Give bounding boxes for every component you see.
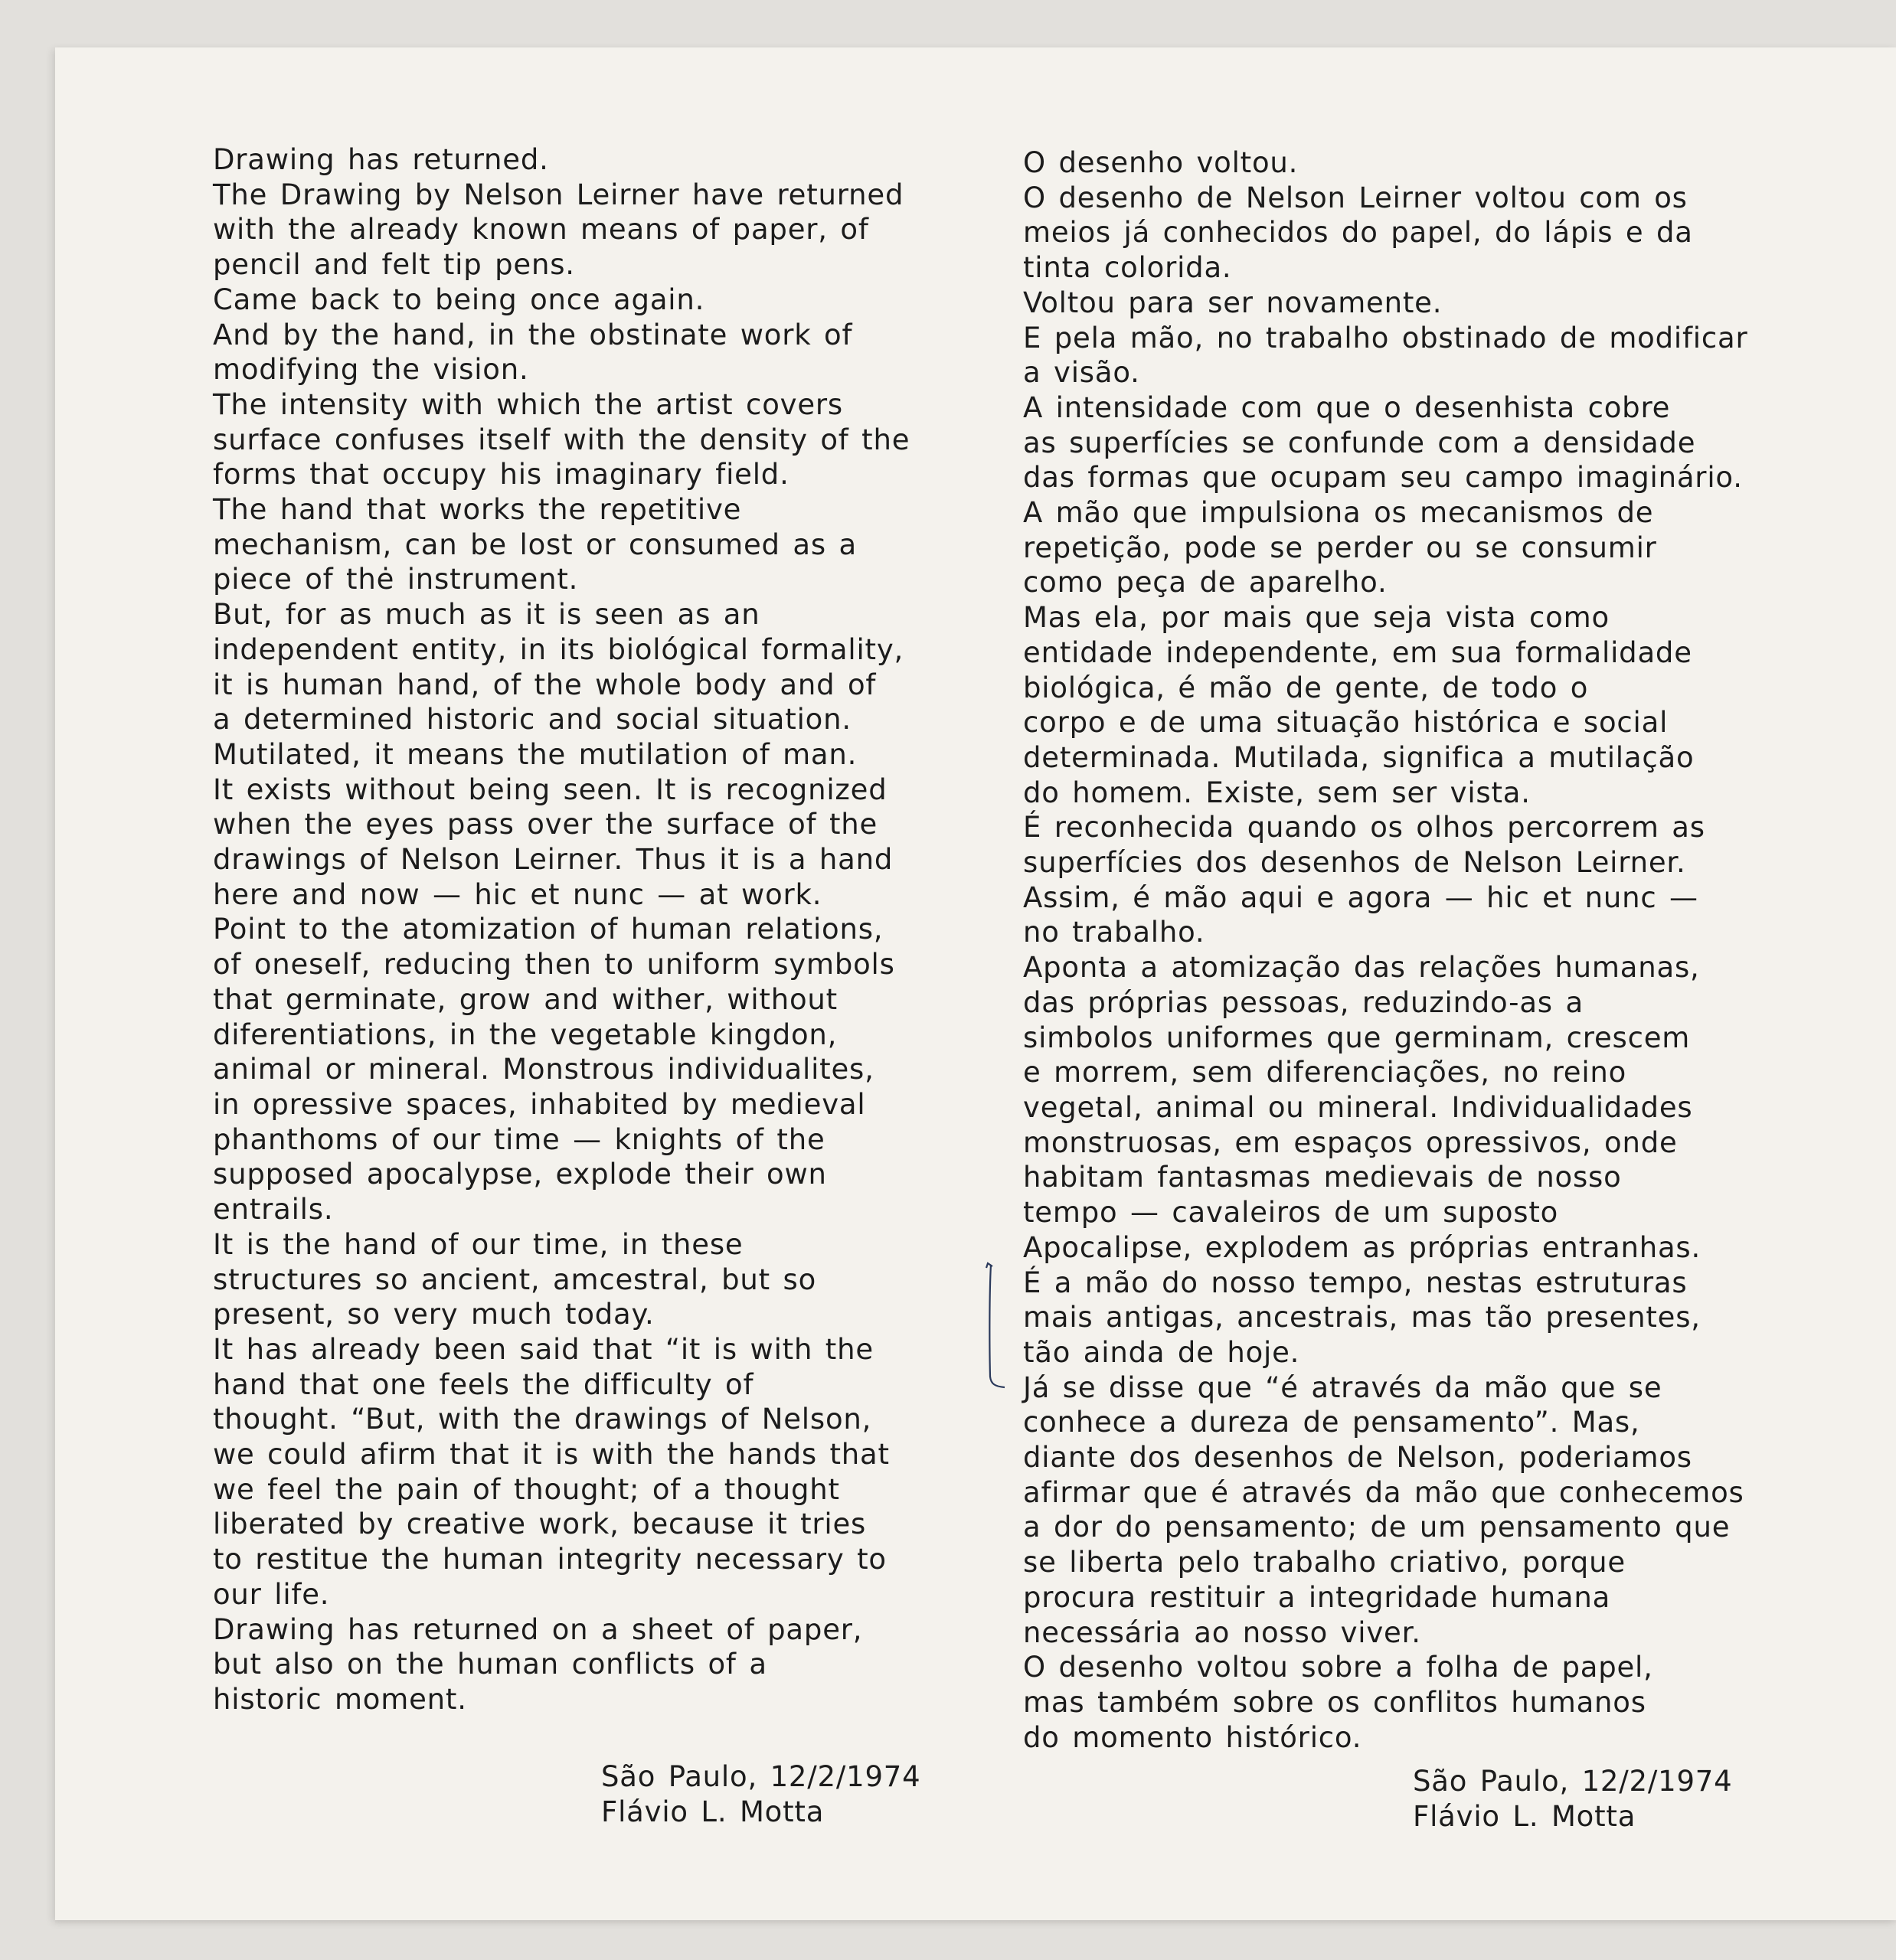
text-line: diante dos desenhos de Nelson, poderiamos bbox=[1023, 1441, 1692, 1475]
text-line: The intensity with which the artist covers bbox=[213, 387, 843, 421]
signature-place-date: São Paulo, 12/2/1974 bbox=[601, 1760, 921, 1793]
text-line: forms that occupy his imaginary field. bbox=[213, 458, 789, 492]
text-line: phanthoms of our time — knights of the bbox=[213, 1122, 825, 1156]
signature-author: Flávio L. Motta bbox=[601, 1795, 825, 1828]
text-line: necessária ao nosso viver. bbox=[1023, 1615, 1421, 1649]
signature-place-date: São Paulo, 12/2/1974 bbox=[1413, 1765, 1733, 1798]
text-line: of oneself, reducing then to uniform symbols bbox=[213, 948, 895, 982]
text-line: do momento histórico. bbox=[1023, 1720, 1362, 1754]
portuguese-signature bbox=[1413, 1764, 1733, 1834]
text-line: Aponta a atomização das relações humanas, bbox=[1023, 951, 1700, 985]
english-text-column bbox=[213, 142, 979, 1717]
text-line: afirmar que é através da mão que conhecemos bbox=[1023, 1475, 1744, 1509]
text-line: it is human hand, of the whole body and of bbox=[213, 668, 877, 701]
text-line: É reconhecida quando os olhos percorrem as bbox=[1023, 811, 1705, 844]
text-line: in opressive spaces, inhabited by medieval bbox=[213, 1087, 866, 1121]
text-line: we feel the pain of thought; of a thought bbox=[213, 1472, 840, 1506]
text-line: como peça de aparelho. bbox=[1023, 566, 1388, 599]
text-line: no trabalho. bbox=[1023, 916, 1205, 949]
text-line: present, so very much today. bbox=[213, 1298, 655, 1331]
handwritten-bracket-mark bbox=[985, 1262, 1015, 1392]
text-line: monstruosas, em espaços opressivos, onde bbox=[1023, 1125, 1678, 1159]
text-line: do homem. Existe, sem ser vista. bbox=[1023, 776, 1531, 809]
text-line: superfícies dos desenhos de Nelson Leirner. bbox=[1023, 846, 1686, 880]
text-line: Came back to being once again. bbox=[213, 283, 705, 316]
text-line: habitam fantasmas medievais de nosso bbox=[1023, 1161, 1622, 1194]
text-line: das formas que ocupam seu campo imaginário. bbox=[1023, 461, 1743, 495]
text-line: mas também sobre os conflitos humanos bbox=[1023, 1685, 1646, 1719]
text-line: simbolos uniformes que germinam, crescem bbox=[1023, 1021, 1691, 1054]
text-line: procura restituir a integridade humana bbox=[1023, 1580, 1611, 1614]
text-line: pencil and felt tip pens. bbox=[213, 248, 575, 282]
text-line: Drawing has returned on a sheet of paper, bbox=[213, 1612, 863, 1646]
text-line: as superfícies se confunde com a densidade bbox=[1023, 426, 1696, 459]
text-line: The Drawing by Nelson Leirner have returned bbox=[213, 178, 904, 211]
text-line: Drawing has returned. bbox=[213, 143, 549, 176]
text-line: surface confuses itself with the density of the bbox=[213, 423, 910, 456]
text-line: corpo e de uma situação histórica e social bbox=[1023, 706, 1669, 740]
text-line: It exists without being seen. It is recognized bbox=[213, 773, 888, 806]
text-line: vegetal, animal ou mineral. Individualidades bbox=[1023, 1090, 1693, 1124]
text-line: thought. “But, with the drawings of Nelson, bbox=[213, 1403, 872, 1436]
text-line: with the already known means of paper, of bbox=[213, 213, 869, 247]
english-signature bbox=[601, 1759, 921, 1830]
text-line: to restitue the human integrity necessary to bbox=[213, 1543, 887, 1576]
text-line: A mão que impulsiona os mecanismos de bbox=[1023, 496, 1654, 530]
text-line: A intensidade com que o desenhista cobre bbox=[1023, 390, 1671, 424]
text-line: O desenho voltou sobre a folha de papel, bbox=[1023, 1651, 1653, 1684]
text-line: But, for as much as it is seen as an bbox=[213, 598, 760, 632]
text-line: piece of thė instrument. bbox=[213, 563, 579, 596]
text-line: And by the hand, in the obstinate work of bbox=[213, 318, 853, 351]
text-line: mais antigas, ancestrais, mas tão presentes, bbox=[1023, 1301, 1701, 1334]
text-line: tempo — cavaleiros de um suposto bbox=[1023, 1196, 1559, 1230]
text-line: tão ainda de hoje. bbox=[1023, 1335, 1300, 1369]
text-line: It is the hand of our time, in these bbox=[213, 1227, 744, 1261]
text-line: E pela mão, no trabalho obstinado de modificar bbox=[1023, 321, 1748, 354]
text-line: Já se disse que “é através da mão que se bbox=[1023, 1370, 1662, 1404]
text-line: determinada. Mutilada, significa a mutilação bbox=[1023, 740, 1695, 774]
text-line: a visão. bbox=[1023, 356, 1140, 390]
text-line: O desenho voltou. bbox=[1023, 146, 1299, 179]
text-line: Point to the atomization of human relations, bbox=[213, 913, 884, 946]
text-line: a determined historic and social situation. bbox=[213, 703, 852, 737]
text-line: when the eyes pass over the surface of the bbox=[213, 808, 878, 841]
text-line: se liberta pelo trabalho criativo, porque bbox=[1023, 1546, 1626, 1579]
text-line: structures so ancient, amcestral, but so bbox=[213, 1263, 817, 1296]
signature-author: Flávio L. Motta bbox=[1413, 1800, 1636, 1833]
text-line: das próprias pessoas, reduzindo-as a bbox=[1023, 985, 1584, 1019]
text-line: O desenho de Nelson Leirner voltou com os bbox=[1023, 181, 1688, 214]
text-line: historic moment. bbox=[213, 1682, 467, 1716]
text-line: independent entity, in its biológical formality, bbox=[213, 632, 904, 666]
text-line: modifying the vision. bbox=[213, 353, 529, 387]
text-line: Mas ela, por mais que seja vista como bbox=[1023, 601, 1610, 635]
text-line: It has already been said that “it is with the bbox=[213, 1332, 874, 1366]
text-line: but also on the human conflicts of a bbox=[213, 1648, 767, 1681]
portuguese-text-column bbox=[1023, 145, 1789, 1755]
text-line: The hand that works the repetitive bbox=[213, 493, 742, 527]
text-line: Voltou para ser novamente. bbox=[1023, 286, 1443, 319]
text-line: conhece a dureza de pensamento”. Mas, bbox=[1023, 1406, 1640, 1439]
text-line: supposed apocalypse, explode their own bbox=[213, 1158, 827, 1191]
text-line: here and now — hic et nunc — at work. bbox=[213, 877, 822, 911]
text-line: diferentiations, in the vegetable kingdon, bbox=[213, 1018, 838, 1051]
text-line: repetição, pode se perder ou se consumir bbox=[1023, 531, 1657, 564]
text-line: Assim, é mão aqui e agora — hic et nunc — bbox=[1023, 880, 1698, 914]
text-line: a dor do pensamento; de um pensamento que bbox=[1023, 1511, 1731, 1544]
text-line: Apocalipse, explodem as próprias entranhas. bbox=[1023, 1230, 1701, 1264]
text-line: e morrem, sem diferenciações, no reino bbox=[1023, 1056, 1627, 1089]
text-line: liberated by creative work, because it tries bbox=[213, 1508, 867, 1541]
text-line: we could afirm that it is with the hands that bbox=[213, 1438, 890, 1472]
text-line: drawings of Nelson Leirner. Thus it is a hand bbox=[213, 843, 894, 877]
text-line: Mutilated, it means the mutilation of man. bbox=[213, 737, 858, 771]
text-line: biológica, é mão de gente, de todo o bbox=[1023, 671, 1589, 704]
text-line: that germinate, grow and wither, without bbox=[213, 982, 838, 1016]
text-line: animal or mineral. Monstrous individualites, bbox=[213, 1053, 874, 1086]
text-line: entidade independente, em sua formalidade bbox=[1023, 635, 1692, 669]
text-line: hand that one feels the difficulty of bbox=[213, 1367, 754, 1401]
text-line: meios já conhecidos do papel, do lápis e da bbox=[1023, 216, 1693, 250]
text-line: entrails. bbox=[213, 1193, 334, 1227]
text-line: our life. bbox=[213, 1577, 330, 1611]
text-line: mechanism, can be lost or consumed as a bbox=[213, 528, 857, 561]
text-line: É a mão do nosso tempo, nestas estruturas bbox=[1023, 1266, 1688, 1299]
text-line: tinta colorida. bbox=[1023, 251, 1232, 285]
